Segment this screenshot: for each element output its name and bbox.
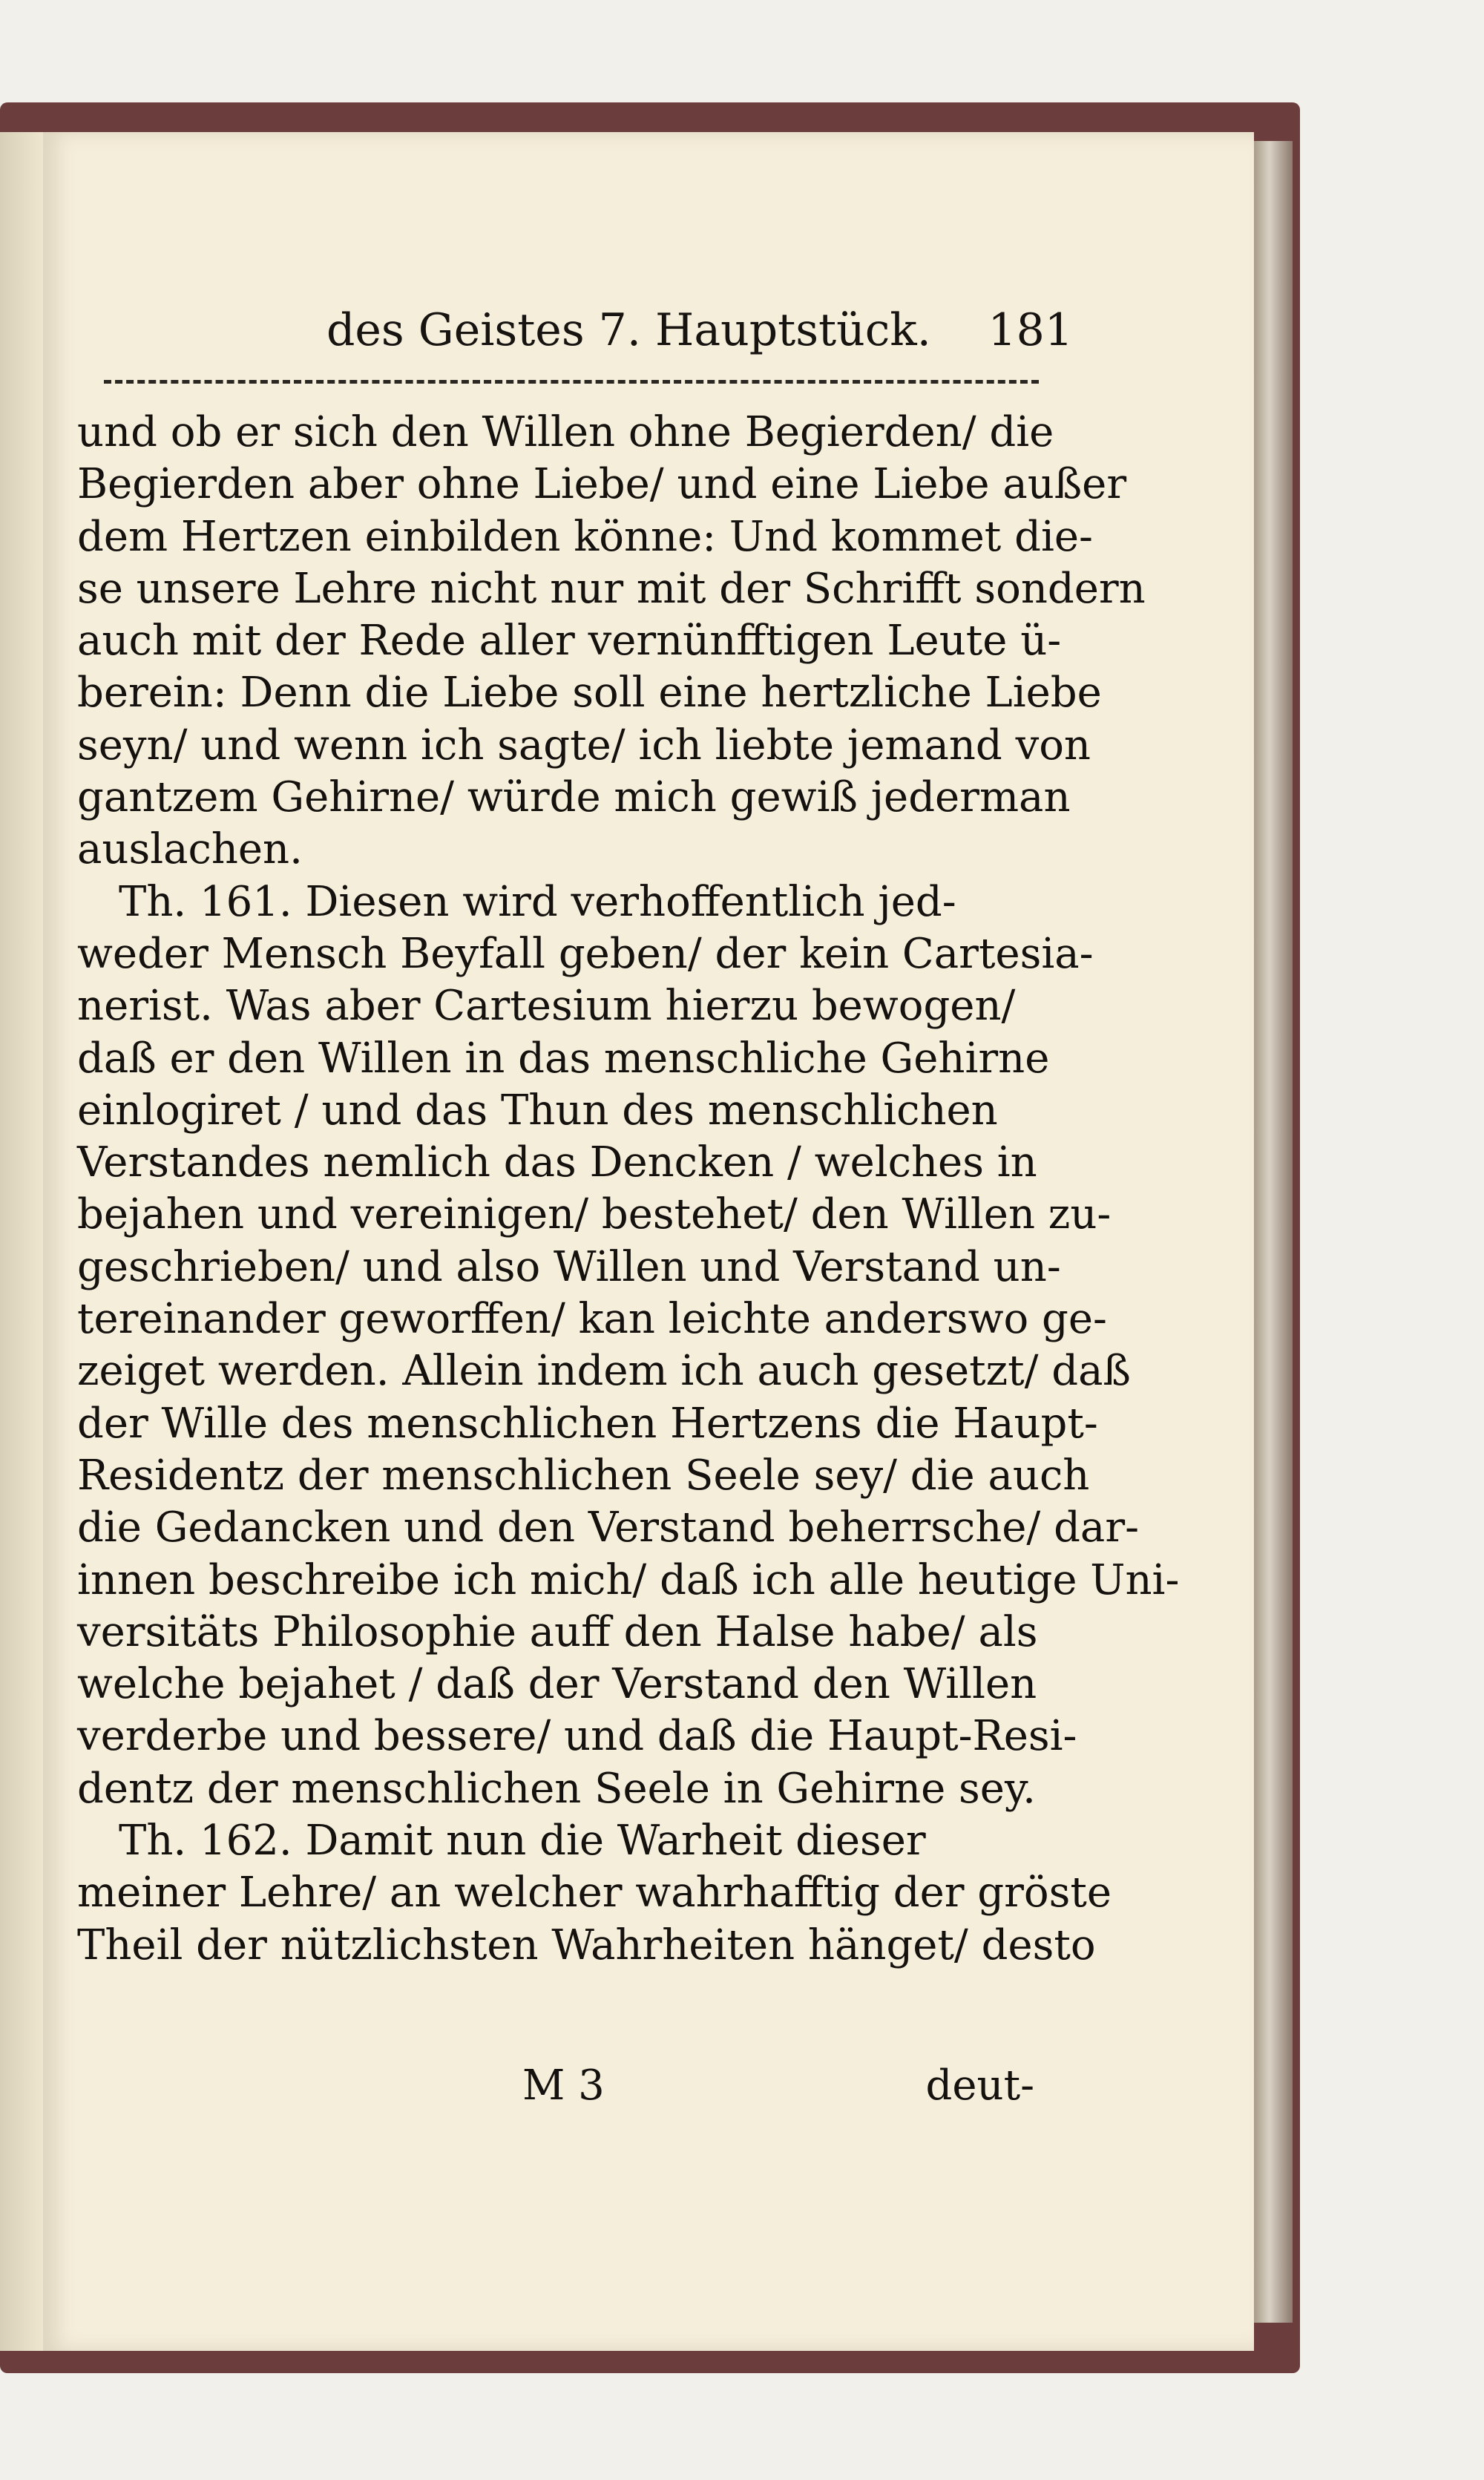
text-line: einlogiret / und das Thun des menschlichen xyxy=(77,1086,998,1135)
text-line: berein: Denn die Liebe soll eine hertzliche Liebe xyxy=(77,669,1102,718)
text-line: die Gedancken und den Verstand beherrsche/ dar- xyxy=(77,1503,1140,1552)
signature-mark: M 3 xyxy=(522,2061,605,2110)
text-line: innen beschreibe ich mich/ daß ich alle heutige Uni- xyxy=(77,1555,1180,1604)
text-line: auch mit der Rede aller vernünfftigen Leute ü- xyxy=(77,617,1062,666)
header-rule xyxy=(104,380,1039,384)
text-line: bejahen und vereinigen/ bestehet/ den Willen zu- xyxy=(77,1190,1112,1239)
text-line: daß er den Willen in das menschliche Gehirne xyxy=(77,1034,1050,1083)
text-line: Th. 161. Diesen wird verhoffentlich jed- xyxy=(119,877,956,926)
text-line: Residentz der menschlichen Seele sey/ die auch xyxy=(77,1451,1090,1500)
page-header xyxy=(326,304,1073,364)
text-line: Verstandes nemlich das Dencken / welches in xyxy=(77,1138,1037,1187)
text-line: Th. 162. Damit nun die Warheit dieser xyxy=(119,1817,926,1866)
text-line: gantzem Gehirne/ würde mich gewiß jederman xyxy=(77,773,1071,822)
text-line: dentz der menschlichen Seele in Gehirne sey. xyxy=(77,1764,1036,1813)
text-line: seyn/ und wenn ich sagte/ ich liebte jemand von xyxy=(77,721,1091,770)
body-text xyxy=(77,407,1180,1972)
facing-page-edge xyxy=(0,132,43,2351)
text-line: Begierden aber ohne Liebe/ und eine Liebe außer xyxy=(77,460,1127,509)
text-line: der Wille des menschlichen Hertzens die Haupt- xyxy=(77,1399,1098,1448)
page-footer xyxy=(77,2061,1034,2118)
text-line: nerist. Was aber Cartesium hierzu bewogen/ xyxy=(77,982,1016,1031)
text-line: meiner Lehre/ an welcher wahrhafftig der gröste xyxy=(77,1869,1112,1918)
text-line: und ob er sich den Willen ohne Begierden/ die xyxy=(77,408,1054,456)
page-edge-stack xyxy=(1254,141,1293,2323)
text-line: Theil der nützlichsten Wahrheiten hänget/ desto xyxy=(77,1920,1096,1969)
text-line: welche bejahet / daß der Verstand den Willen xyxy=(77,1660,1037,1709)
text-line: se unsere Lehre nicht nur mit der Schrifft sondern xyxy=(77,564,1146,613)
text-line: zeiget werden. Allein indem ich auch gesetzt/ daß xyxy=(77,1347,1131,1396)
text-line: weder Mensch Beyfall geben/ der kein Cartesia- xyxy=(77,929,1094,978)
text-line: auslachen. xyxy=(77,825,303,874)
running-title: des Geistes 7. Hauptstück. xyxy=(326,304,931,356)
text-line: dem Hertzen einbilden könne: Und kommet die- xyxy=(77,512,1093,561)
text-line: tereinander geworffen/ kan leichte anderswo ge- xyxy=(77,1295,1107,1344)
catchword: deut- xyxy=(925,2061,1034,2110)
text-line: versitäts Philosophie auff den Halse habe/ als xyxy=(77,1607,1038,1656)
page-number: 181 xyxy=(988,304,1073,356)
text-line: geschrieben/ und also Willen und Verstand un- xyxy=(77,1242,1061,1291)
text-line: verderbe und bessere/ und daß die Haupt-Resi- xyxy=(77,1712,1077,1761)
